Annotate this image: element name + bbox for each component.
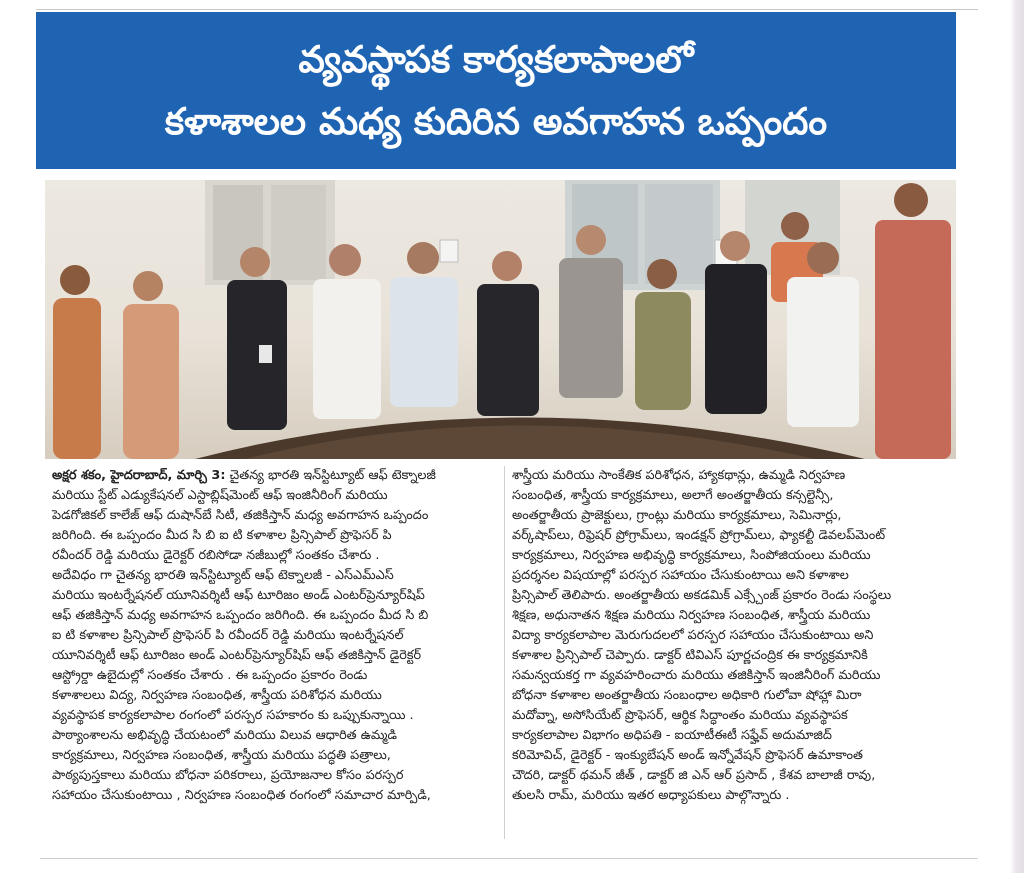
article-line: మదోవ్నా, అసోసియేట్ ప్రొఫెసర్, ఆర్థిక సిద్ధాంతం మరియు వ్యవస్థాపక (512, 708, 848, 723)
person-12 (875, 183, 951, 459)
article-column-right (512, 466, 952, 806)
article-line: మరియు స్టేట్ ఎడ్యుకేషనల్ ఎస్టాబ్లిష్‌మెంట్ ఆఫ్ ఇంజినీరింగ్ మరియు (52, 488, 388, 503)
article-line: అదేవిధం గా చైతన్య భారతి ఇన్‌స్టిట్యూట్ ఆఫ్ టెక్నాలజీ - ఎస్ఎమ్ఎస్ (52, 568, 394, 583)
article-line: కార్యక్రమాలు, నిర్వహణ అభివృద్ధి కార్యక్రమాలు, సింపోజియంలు మరియు (512, 548, 871, 563)
top-rule (36, 9, 978, 10)
article-line: వ్యవస్థాపక కార్యకలాపాల రంగంలో పరస్పర సహకారం కు ఒప్పుకున్నాయి . (52, 708, 414, 723)
article-line: ఐ టి కళాశాల ప్రిన్సిపాల్ ప్రొఫెసర్ పి రవీందర్ రెడ్డి మరియు ఇంటర్నేషనల్ (52, 628, 404, 643)
article-line: మరియు ఇంటర్నేషనల్ యూనివర్శిటీ ఆఫ్ టూరిజం అండ్ ఎంటర్‌ప్రెన్యూర్‌షిప్ (52, 588, 425, 603)
article-line: సంబంధిత, శాస్త్రీయ కార్యక్రమాలు, అలాగే అంతర్జాతీయ కన్సల్టెన్సీ, (512, 488, 834, 503)
headline-banner (36, 12, 956, 169)
article-line: పాఠ్యాంశాలను అభివృద్ధి చేయటంలో మరియు విలువ ఆధారిత ఉమ్మడి (52, 728, 397, 743)
article-line: కళాశాలలు విద్య, నిర్వహణ సంబంధిత, శాస్త్రీయ పరిశోధన మరియు (52, 688, 382, 703)
dateline: అక్షర శకం, హైదరాబాద్, మార్చి 3: (52, 468, 226, 483)
article-line: ఆస్ట్రోర్డా ఉబైదుల్లో సంతకం చేశారు . ఈ ఒప్పందం ప్రకారం రెండు (52, 668, 368, 683)
article-line: ప్రిన్సిపాల్ తెలిపారు. అంతర్జాతీయ అకడమిక్ ఎక్స్చేంజ్ ప్రకారం రెండు సంస్థలు (512, 588, 892, 603)
article-line: పాఠ్యపుస్తకాలు మరియు బోధనా పరికరాలు, ప్రయోజనాల కోసం పరస్పర (52, 768, 404, 783)
article-line: కార్యక్రమాలు, నిర్వహణ సంబంధిత, శాస్త్రీయ మరియు పద్ధతి పత్రాలు, (52, 748, 391, 763)
article-line: కార్యకలాపాల విభాగం అధిపతి - ఐయాటీఈటీ సఫ్హేవ్ అదుమాజిద్ (512, 728, 832, 743)
person-1 (53, 265, 101, 459)
person-2 (123, 271, 179, 459)
article-line: తులసి రామ్, మరియు ఇతర అధ్యాపకులు పాల్గొన్నారు . (512, 788, 790, 803)
headline-line-2: కళాశాలల మధ్య కుదిరిన అవగాహన ఒప్పందం (164, 99, 828, 143)
page-edge-strip (1010, 0, 1024, 873)
bottom-rule (40, 858, 978, 859)
article-line: జరిగింది. ఈ ఒప్పందం మీద సి బి ఐ టి కళాశాల ప్రిన్సిపాల్ ప్రొఫెసర్ పి (52, 528, 392, 543)
group-photo (45, 180, 956, 459)
column-divider (504, 466, 505, 839)
article-line: బోధనా కళాశాల అంతర్జాతీయ సంబంధాల అధికారి గులోవా షోహ్లా మిరా (512, 688, 862, 703)
group-photo-illustration (45, 180, 956, 459)
article-line: పెడగోజికల్ కాలేజ్ ఆఫ్ దుషాన్‌బే సిటీ, తజికిస్తాన్ మధ్య అవగాహన ఒప్పందం (52, 508, 429, 523)
article-line: యూనివర్శిటీ ఆఫ్ టూరిజం అండ్ ఎంటర్‌ప్రెన్యూర్‌షిప్ ఆఫ్ తజికిస్తాన్ డైరెక్టర్ (52, 648, 422, 663)
article-line: ప్రదర్శనల విషయాల్లో పరస్పర సహాయం చేసుకుంటాయి అని కళాశాల (512, 568, 849, 583)
person-5 (390, 242, 458, 407)
article-line: చౌదరి, డాక్టర్ థమన్ జీత్ , డాక్టర్ జి ఎన్ ఆర్ ప్రసాద్ , కేశవ బాలాజీ రావు, (512, 768, 876, 783)
article-line: రవీందర్ రెడ్డి మరియు డైరెక్టర్ రబిసోడా నజీబుల్లో సంతకం చేశారు . (52, 548, 380, 563)
article-line: అంతర్జాతీయ ప్రాజెక్టులు, గ్రాంట్లు మరియు కార్యక్రమాలు, సెమినార్లు, (512, 508, 842, 523)
article-line: సహాయం చేసుకుంటాయి , నిర్వహణ సంబంధిత రంగంలో సమాచార మార్పిడి, (52, 788, 431, 803)
article-line: శాస్త్రీయ మరియు సాంకేతిక పరిశోధన, హ్యాకథాన్లు, ఉమ్మడి నిర్వహణ (512, 468, 846, 483)
article-line-first (52, 466, 498, 486)
article-line: కళాశాల ప్రిన్సిపాల్ చెప్పారు. డాక్టర్ టివిఎస్ పూర్ణచంద్రిక ఈ కార్యక్రమానికి (512, 648, 868, 663)
article-line: విద్యా కార్యకలాపాల మెరుగుదలలో పరస్పర సహాయం చేసుకుంటాయి అని (512, 628, 874, 643)
wall-switch (440, 240, 458, 262)
article-line: కరిమోవిచ్, డైరెక్టర్ - ఇంక్యుబేషన్ అండ్ ఇన్నోవేషన్ ప్రొఫెసర్ ఉమాకాంత (512, 748, 863, 763)
article-line: వర్క్‌షాప్‌లు, రిఫ్రెషర్ ప్రోగ్రామ్‌లు, ఇండక్షన్ ప్రోగ్రామ్‌లు, ఫ్యాకల్టీ డెవలప్‌మెంట్ (512, 528, 886, 543)
window-pane (271, 185, 326, 280)
person-6 (477, 251, 539, 416)
headline-line-1: వ్యవస్థాపక కార్యకలాపాలలో (298, 37, 694, 81)
article-line: సమన్వయకర్త గా వ్యవహరించారు మరియు తజికిస్తాన్ ఇంజినీరింగ్ మరియు (512, 668, 881, 683)
article-line: శిక్షణ, అధునాతన శిక్షణ మరియు నిర్వహణ సంబంధిత, శాస్త్రీయ మరియు (512, 608, 871, 623)
article-line: చైతన్య భారతి ఇన్‌స్టిట్యూట్ ఆఫ్ టెక్నాలజీ (225, 468, 436, 483)
article-line: ఆఫ్ తజికిస్తాన్ మధ్య అవగాహన ఒప్పందం జరిగింది. ఈ ఒప్పందం మీద సి బి (52, 608, 429, 623)
article-column-left (52, 466, 498, 806)
